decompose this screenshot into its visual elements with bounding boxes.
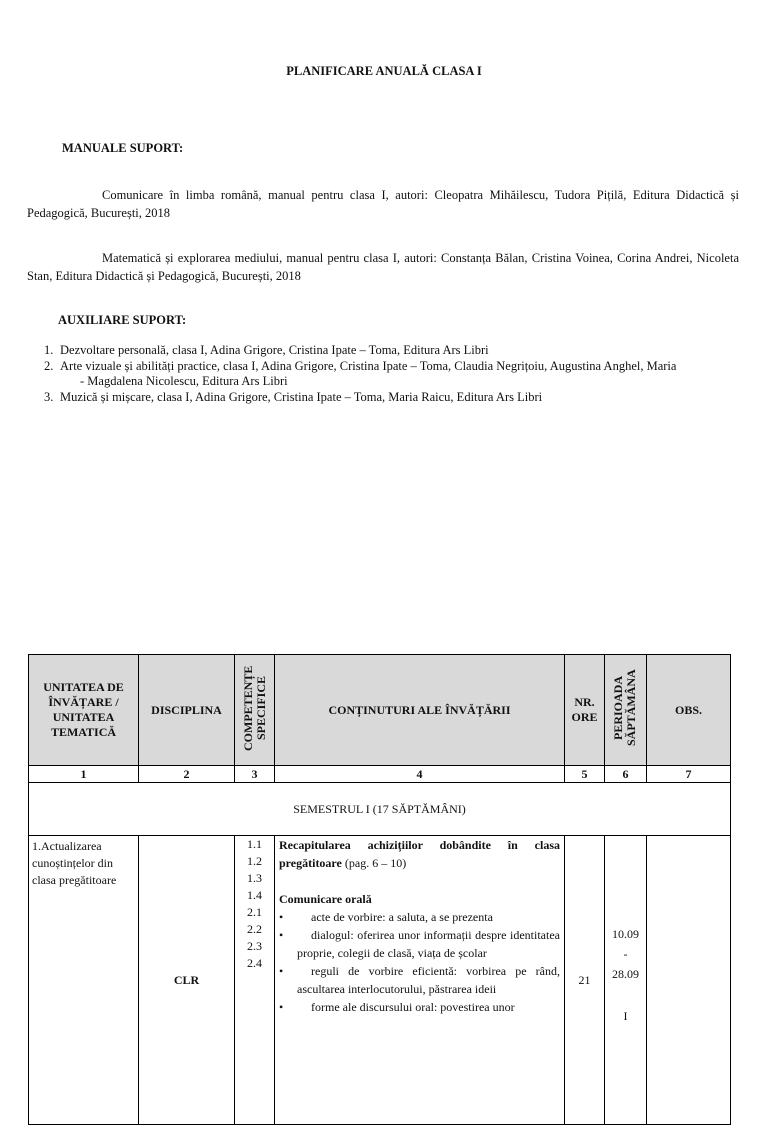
obs-cell (647, 836, 731, 1125)
competence: 2.3 (247, 939, 262, 953)
content-title (279, 836, 560, 872)
table-row (29, 836, 731, 1125)
bullet-label: reguli de vorbire eficientă: vorbirea pe rând, ascultarea interlocutorului, păstrarea ideii (297, 964, 560, 996)
page-title: PLANIFICARE ANUALĂ CLASA I (286, 64, 482, 78)
content-title-bold: Recapitularea achizițiilor dobândite în clasa pregătitoare (279, 838, 560, 870)
header-nr-ore: NR. ORE (565, 655, 605, 766)
bullet-icon: • (279, 910, 284, 924)
list-item (279, 998, 560, 1016)
competences-cell (235, 836, 275, 1125)
bullet-icon: • (279, 1000, 284, 1014)
list-number: 1. (44, 343, 54, 357)
column-number: 1 (29, 766, 139, 783)
semester-detail: (17 SĂPTĂMÂNI) (369, 801, 466, 816)
bullet-label: acte de vorbire: a saluta, a se prezenta (311, 910, 493, 924)
competence: 1.2 (247, 854, 262, 868)
list-item (40, 359, 740, 390)
header-continuturi: CONȚINUTURI ALE ÎNVĂȚĂRII (275, 655, 565, 766)
column-number: 5 (565, 766, 605, 783)
content-title-rest: (pag. 6 – 10) (341, 856, 407, 870)
competence: 1.3 (247, 871, 262, 885)
column-number: 6 (605, 766, 647, 783)
hours-cell: 21 (565, 836, 605, 1125)
list-item (40, 390, 740, 406)
manual-item-text: Comunicare în limba română, manual pentru clasa I, autori: Cleopatra Mihăilescu, Tudora Pițilă, Editura Didactică și Pedagogică, București, 2018 (27, 188, 739, 220)
bullet-icon: • (279, 928, 284, 942)
list-item (279, 926, 560, 962)
period-separator: - (623, 947, 628, 961)
auxiliare-heading: AUXILIARE SUPORT: (58, 313, 187, 327)
list-item (279, 962, 560, 998)
period-start: 10.09 (612, 927, 639, 941)
list-number: 3. (44, 389, 54, 404)
list-item-text: Muzică și mișcare, clasa I, Adina Grigore, Cristina Ipate – Toma, Maria Raicu, Editura Ars Libri (60, 389, 543, 404)
column-number: 7 (647, 766, 731, 783)
column-number: 3 (235, 766, 275, 783)
semester-cell (29, 783, 731, 836)
header-unitate: UNITATEA DE ÎNVĂȚARE / UNITATEA TEMATICĂ (29, 655, 139, 766)
header-disciplina: DISCIPLINA (139, 655, 235, 766)
column-number: 4 (275, 766, 565, 783)
bullet-text (297, 926, 560, 962)
period-end: 28.09 (612, 967, 639, 981)
column-number-row (29, 766, 731, 783)
header-perioada (605, 655, 647, 766)
unit-cell: 1.Actualizarea cunoștințelor din clasa pregătitoare (29, 836, 139, 1125)
list-item-text: Arte vizuale și abilități practice, clasa I, Adina Grigore, Cristina Ipate – Toma, Claudia Negrițoiu, Augustina Anghel, Maria (60, 358, 677, 373)
bullet-label: dialogul: oferirea unor informații despre identitatea proprie, colegii de clasă, viața de școlar (297, 928, 560, 960)
list-item (40, 343, 740, 359)
period-cell (605, 836, 647, 1125)
manual-item (27, 186, 739, 222)
header-obs: OBS. (647, 655, 731, 766)
auxiliare-list (40, 343, 740, 405)
header-competente-text: COMPETENȚE SPECIFICE (240, 665, 268, 751)
manual-item (27, 249, 739, 285)
list-item-continuation: - Magdalena Nicolescu, Editura Ars Libri (80, 374, 288, 388)
header-competente (235, 655, 275, 766)
competence: 2.4 (247, 956, 262, 970)
manual-item-text: Matematică și explorarea mediului, manual pentru clasa I, autori: Constanța Bălan, Cristina Voinea, Corina Andrei, Nicoleta Stan, Editura Didactică și Pedagogică, București, 2018 (27, 251, 739, 283)
planning-table (28, 654, 731, 1125)
bullet-text (297, 998, 515, 1016)
manuale-heading: MANUALE SUPORT: (62, 141, 184, 155)
bullet-icon: • (279, 964, 284, 978)
list-item-text: Dezvoltare personală, clasa I, Adina Grigore, Cristina Ipate – Toma, Editura Ars Libri (60, 343, 489, 357)
list-number: 2. (44, 358, 54, 373)
competence: 2.2 (247, 922, 262, 936)
list-item (279, 908, 560, 926)
content-cell (275, 836, 565, 1125)
column-number: 2 (139, 766, 235, 783)
section-title: Comunicare orală (279, 892, 372, 906)
table-header-row (29, 655, 731, 766)
period-extra: I (623, 1009, 628, 1023)
discipline-cell: CLR (139, 836, 235, 1125)
header-perioada-text: PERIOADA SĂPTĂMÂNA (610, 669, 638, 747)
competence: 1.1 (247, 837, 262, 851)
semester-row (29, 783, 731, 836)
bullet-label: forme ale discursului oral: povestirea unor (311, 1000, 515, 1014)
semester-label: SEMESTRUL I (293, 801, 370, 816)
competence: 1.4 (247, 888, 262, 902)
competence: 2.1 (247, 905, 262, 919)
bullet-text (297, 908, 493, 926)
bullet-text (297, 962, 560, 998)
